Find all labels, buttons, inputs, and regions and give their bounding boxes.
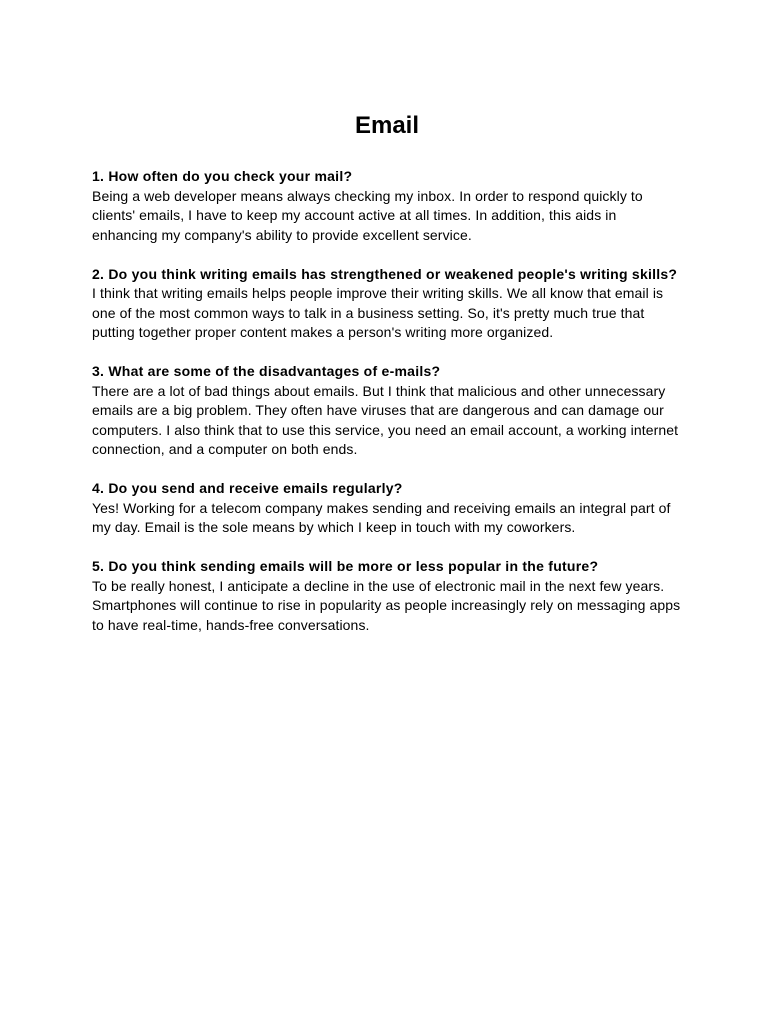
qa-item-3 <box>92 362 682 460</box>
qa-list <box>92 167 682 635</box>
answer-5: To be really honest, I anticipate a decline in the use of electronic mail in the next few years. Smartphones will continue to rise in popularity as people increasingly rely on messaging apps to have real-time, hands-free conversations. <box>92 577 681 633</box>
qa-item-5 <box>92 557 682 635</box>
answer-4: Yes! Working for a telecom company makes sending and receiving emails an integral part of my day. Email is the sole means by which I keep in touch with my coworkers. <box>92 499 671 535</box>
document-title: Email <box>354 112 420 139</box>
qa-item-1 <box>92 167 682 245</box>
question-1: 1. How often do you check your mail? <box>92 168 353 184</box>
qa-item-2 <box>92 265 682 343</box>
answer-2: I think that writing emails helps people improve their writing skills. We all know that email is one of the most common ways to talk in a business setting. So, it's pretty much true that putting together proper content makes a person's writing more organized. <box>92 285 664 340</box>
question-5: 5. Do you think sending emails will be more or less popular in the future? <box>92 558 599 574</box>
answer-3: There are a lot of bad things about emails. But I think that malicious and other unnecessary emails are a big problem. They often have viruses that are dangerous and can damage our computers. I also think that to use this service, you need an email account, a working internet connection, and a computer on both ends. <box>92 382 679 457</box>
question-4: 4. Do you send and receive emails regularly? <box>92 480 403 496</box>
document-page <box>92 111 682 635</box>
qa-item-4 <box>92 479 682 538</box>
question-2: 2. Do you think writing emails has strengthened or weakened people's writing skills? <box>92 265 678 282</box>
question-3: 3. What are some of the disadvantages of e-mails? <box>92 363 441 379</box>
answer-1: Being a web developer means always checking my inbox. In order to respond quickly to clients' emails, I have to keep my account active at all times. In addition, this aids in enhancing my company's ability to provide excellent service. <box>92 187 643 243</box>
